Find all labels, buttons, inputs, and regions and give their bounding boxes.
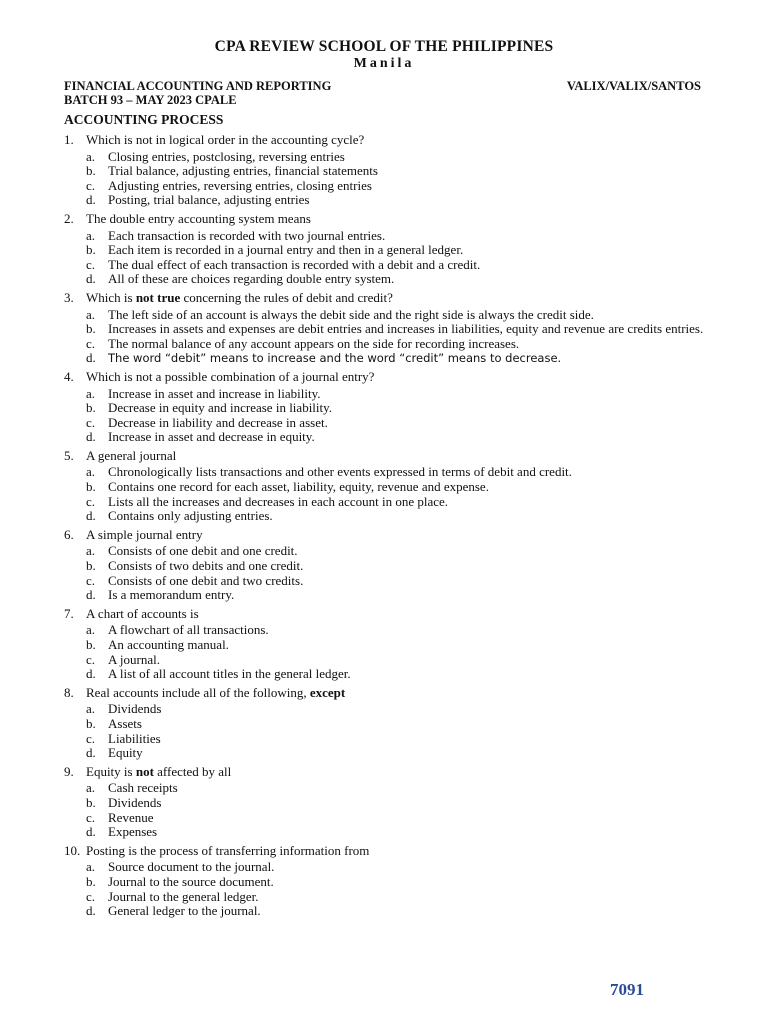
option-text: Each transaction is recorded with two journal entries. (108, 227, 386, 243)
option-text: Contains one record for each asset, liability, equity, revenue and expense. (108, 479, 489, 495)
question-number: 1. (64, 132, 74, 147)
question-text-part: Posting is the process of transferring information from (86, 842, 370, 858)
option-text: The left side of an account is always the debit side and the right side is always the credit side. (108, 306, 594, 322)
answer-option (64, 308, 724, 323)
page-code: 7091 (610, 980, 644, 999)
question-text-emphasis: not true (135, 289, 181, 305)
option-list (64, 308, 724, 366)
answer-option (64, 509, 724, 524)
option-text: Liabilities (108, 730, 161, 746)
answer-option (64, 465, 724, 480)
option-text: An accounting manual. (108, 637, 229, 652)
option-letter: c. (86, 335, 96, 351)
answer-option (64, 495, 724, 510)
answer-option (64, 574, 724, 589)
answer-option (64, 825, 724, 840)
question-list (64, 133, 724, 923)
question-text (86, 212, 724, 227)
option-text: Adjusting entries, reversing entries, closing entries (108, 177, 372, 193)
option-list (64, 544, 724, 602)
answer-option (64, 243, 724, 258)
option-text: Equity (108, 745, 143, 761)
option-text: The dual effect of each transaction is recorded with a debit and a credit. (108, 256, 481, 272)
answer-option (64, 322, 724, 337)
answer-option (64, 667, 724, 682)
question-item (64, 686, 724, 761)
option-letter: d. (86, 350, 96, 366)
option-text: Increase in asset and increase in liability. (108, 385, 321, 401)
question-text (86, 686, 724, 701)
option-letter: b. (86, 242, 96, 258)
option-text: Source document to the journal. (108, 859, 275, 875)
option-letter: d. (86, 429, 96, 445)
question-number: 7. (64, 605, 74, 621)
question-text-emphasis: not (135, 763, 154, 779)
authors: VALIX/VALIX/SANTOS (566, 79, 701, 93)
option-list (64, 781, 724, 839)
option-text: Chronologically lists transactions and other events expressed in terms of debit and credit. (108, 464, 572, 480)
option-text: Is a memorandum entry. (108, 587, 235, 603)
question-text-part: Which is (86, 289, 136, 305)
option-text: Decrease in equity and increase in liability. (108, 400, 333, 416)
topic-heading: ACCOUNTING PROCESS (64, 112, 224, 127)
question-item (64, 449, 724, 524)
option-text: Assets (108, 715, 142, 731)
answer-option (64, 229, 724, 244)
question-text (86, 370, 724, 385)
question-item (64, 607, 724, 682)
option-text: Decrease in liability and decrease in asset. (108, 414, 328, 430)
answer-option (64, 904, 724, 919)
question-text (86, 528, 724, 543)
answer-option (64, 702, 724, 717)
question-number: 2. (64, 210, 74, 226)
option-text: Each item is recorded in a journal entry and then in a general ledger. (108, 242, 464, 258)
question-text-part: concerning the rules of debit and credit? (180, 289, 393, 305)
question-text-part: A general journal (86, 447, 177, 463)
option-letter: c. (86, 572, 96, 588)
option-list (64, 623, 724, 681)
answer-option (64, 193, 724, 208)
question-number: 5. (64, 447, 74, 463)
question-text (86, 133, 724, 148)
question-text-part: The double entry accounting system means (86, 210, 311, 226)
option-letter: a. (86, 306, 96, 322)
answer-option (64, 544, 724, 559)
answer-option (64, 258, 724, 273)
question-number: 4. (64, 368, 74, 384)
option-letter: a. (86, 859, 96, 875)
option-text: Cash receipts (108, 780, 178, 796)
option-letter: b. (86, 715, 96, 731)
answer-option (64, 416, 724, 431)
option-letter: a. (86, 227, 96, 243)
answer-option (64, 811, 724, 826)
answer-option (64, 387, 724, 402)
question-text-emphasis: except (309, 684, 346, 700)
question-number: 3. (64, 289, 74, 305)
school-name: CPA REVIEW SCHOOL OF THE PHILIPPINES (214, 38, 554, 55)
option-text: Increases in assets and expenses are debit entries and increases in liabilities, equity and revenue are credits entries. (108, 321, 704, 337)
option-letter: c. (86, 256, 96, 272)
option-letter: c. (86, 414, 96, 430)
answer-option (64, 732, 724, 747)
option-list (64, 229, 724, 287)
question-number: 9. (64, 763, 74, 779)
answer-option (64, 746, 724, 761)
option-letter: b. (86, 479, 96, 495)
question-text (86, 607, 724, 622)
option-letter: d. (86, 666, 96, 682)
answer-option (64, 351, 724, 366)
option-letter: a. (86, 701, 96, 717)
option-text: Posting, trial balance, adjusting entries (108, 192, 310, 208)
option-list (64, 150, 724, 208)
answer-option (64, 164, 724, 179)
question-item (64, 528, 724, 603)
answer-option (64, 559, 724, 574)
option-text: Consists of one debit and two credits. (108, 572, 304, 588)
option-letter: b. (86, 400, 96, 416)
option-text: The word “debit” means to increase and the word “credit” means to decrease. (108, 351, 562, 366)
answer-option (64, 588, 724, 603)
option-letter: c. (86, 809, 96, 825)
option-text: A flowchart of all transactions. (108, 622, 269, 638)
answer-option (64, 272, 724, 287)
question-number: 10. (64, 842, 81, 858)
option-list (64, 465, 724, 523)
option-text: Revenue (108, 809, 154, 825)
question-item (64, 765, 724, 840)
question-text (86, 765, 724, 780)
question-text-part: A chart of accounts is (86, 605, 199, 621)
option-text: Trial balance, adjusting entries, financial statements (108, 163, 378, 179)
question-item (64, 370, 724, 445)
option-letter: a. (86, 464, 96, 480)
question-text-part: Which is not in logical order in the accounting cycle? (86, 132, 365, 147)
option-letter: c. (86, 651, 96, 667)
option-letter: b. (86, 163, 96, 179)
answer-option (64, 653, 724, 668)
answer-option (64, 401, 724, 416)
question-text-part: affected by all (153, 763, 232, 779)
option-text: Contains only adjusting entries. (108, 508, 273, 524)
option-letter: b. (86, 637, 96, 652)
question-text-part: A simple journal entry (86, 526, 203, 542)
option-text: A list of all account titles in the general ledger. (108, 666, 351, 682)
option-letter: a. (86, 622, 96, 638)
answer-option (64, 150, 724, 165)
option-letter: d. (86, 192, 96, 208)
answer-option (64, 796, 724, 811)
question-item (64, 212, 724, 287)
answer-option (64, 890, 724, 905)
question-item (64, 844, 724, 919)
option-letter: a. (86, 385, 96, 401)
subject-title: FINANCIAL ACCOUNTING AND REPORTING (64, 79, 332, 93)
option-text: All of these are choices regarding double entry system. (108, 271, 395, 287)
option-list (64, 702, 724, 760)
option-letter: a. (86, 543, 96, 559)
option-letter: b. (86, 558, 96, 574)
city-name: Manila (353, 56, 415, 71)
question-text (86, 291, 724, 306)
option-letter: d. (86, 271, 96, 287)
question-text (86, 449, 724, 464)
answer-option (64, 860, 724, 875)
option-letter: c. (86, 888, 96, 904)
option-letter: d. (86, 824, 96, 840)
question-text (86, 844, 724, 859)
option-letter: d. (86, 508, 96, 524)
option-letter: b. (86, 873, 96, 889)
option-letter: b. (86, 321, 96, 337)
answer-option (64, 179, 724, 194)
option-text: Dividends (108, 794, 162, 810)
option-letter: a. (86, 780, 96, 796)
answer-option (64, 337, 724, 352)
answer-option (64, 623, 724, 638)
question-text-part: Which is not a possible combination of a journal entry? (86, 368, 375, 384)
option-text: Journal to the general ledger. (108, 888, 259, 904)
option-text: Lists all the increases and decreases in each account in one place. (108, 493, 449, 509)
question-number: 8. (64, 684, 74, 700)
answer-option (64, 781, 724, 796)
option-text: Closing entries, postclosing, reversing entries (108, 148, 345, 164)
option-text: Journal to the source document. (108, 873, 274, 889)
option-list (64, 387, 724, 445)
option-text: Increase in asset and decrease in equity. (108, 429, 315, 445)
question-number: 6. (64, 526, 74, 542)
option-text: Consists of two debits and one credit. (108, 558, 304, 574)
option-letter: d. (86, 745, 96, 761)
answer-option (64, 717, 724, 732)
option-letter: b. (86, 794, 96, 810)
answer-option (64, 875, 724, 890)
answer-option (64, 480, 724, 495)
option-text: Consists of one debit and one credit. (108, 543, 298, 559)
option-text: A journal. (108, 651, 160, 667)
option-text: The normal balance of any account appears on the side for recording increases. (108, 335, 520, 351)
option-text: Dividends (108, 701, 162, 717)
option-letter: c. (86, 493, 96, 509)
question-text-part: Equity is (86, 763, 136, 779)
option-letter: d. (86, 587, 96, 603)
question-item (64, 291, 724, 366)
batch-label: BATCH 93 – MAY 2023 CPALE (64, 93, 237, 107)
answer-option (64, 430, 724, 445)
option-list (64, 860, 724, 918)
option-letter: a. (86, 148, 96, 164)
option-text: Expenses (108, 824, 158, 840)
question-text-part: Real accounts include all of the following, (86, 684, 310, 700)
question-item (64, 133, 724, 208)
option-letter: c. (86, 730, 96, 746)
answer-option (64, 638, 724, 653)
option-letter: c. (86, 177, 96, 193)
option-text: General ledger to the journal. (108, 903, 261, 919)
option-letter: d. (86, 903, 96, 919)
